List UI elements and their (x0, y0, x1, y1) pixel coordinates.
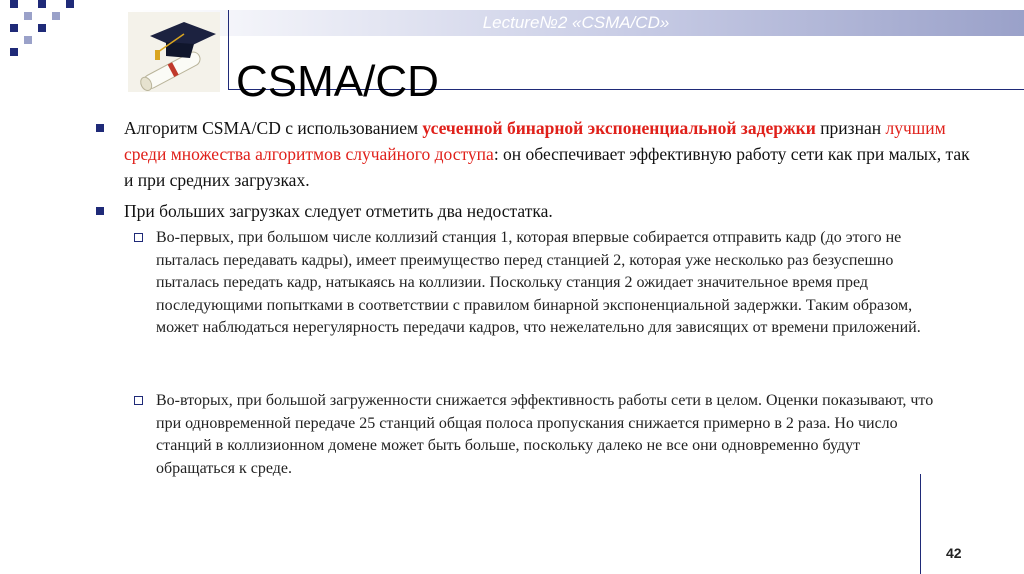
hollow-square-bullet-icon (134, 396, 143, 405)
bullet-main-1 (96, 115, 976, 193)
hollow-square-bullet-icon (134, 233, 143, 242)
highlight-best: лучшим среди множества алгоритмов случайного доступа (124, 118, 946, 164)
lecture-title: Lecture№2 «CSMA/CD» (482, 13, 670, 32)
bullet-text: Алгоритм CSMA/CD с использованием (124, 118, 423, 138)
bullet-text: признан (815, 118, 886, 138)
bullet-main-2 (96, 198, 976, 224)
sub-bullet-text: Во-первых, при большом числе коллизий станция 1, которая впервые собирается отправить кадр (до этого не пыталась передавать кадры), имеет преимущество перед станцией 2, которая уже несколько раз безуспешно пыталась передать кадр, натыкаясь на коллизии. Поскольку станция 2 ожидает значительное время пред последующими попытками в соответствии с правилом бинарной экспоненциальной задержки. Таким образом, может наблюдаться нерегулярность передачи кадров, что нежелательно для зависящих от времени приложений. (156, 229, 921, 336)
page-number: 42 (946, 545, 962, 561)
footer-divider (920, 474, 921, 574)
highlight-algorithm: усеченной бинарной экспоненциальной задержки (422, 118, 816, 138)
header-bar (128, 10, 1024, 36)
sub-bullet-2 (134, 390, 934, 480)
graduation-cap-diploma-icon (128, 12, 220, 92)
slide-title: CSMA/CD (236, 57, 439, 106)
square-bullet-icon (96, 207, 104, 215)
bullet-text: При больших загрузках следует отметить два недостатка. (124, 201, 553, 221)
square-bullet-icon (96, 124, 104, 132)
header-divider-vertical (228, 10, 229, 90)
sub-bullet-text: Во-вторых, при большой загруженности снижается эффективность работы сети в целом. Оценки показывают, что при одновременной передаче 25 станций общая полоса пропускания снижается примерно в 2 раза. Но число станций в коллизионном домене может быть больше, поскольку далеко не все они одновременно будут обращаться к среде. (156, 392, 934, 477)
bullet-text: : он обеспечивает эффективную работу сети как при малых, так и при средних загрузках. (124, 144, 970, 190)
sub-bullet-1 (134, 227, 934, 340)
